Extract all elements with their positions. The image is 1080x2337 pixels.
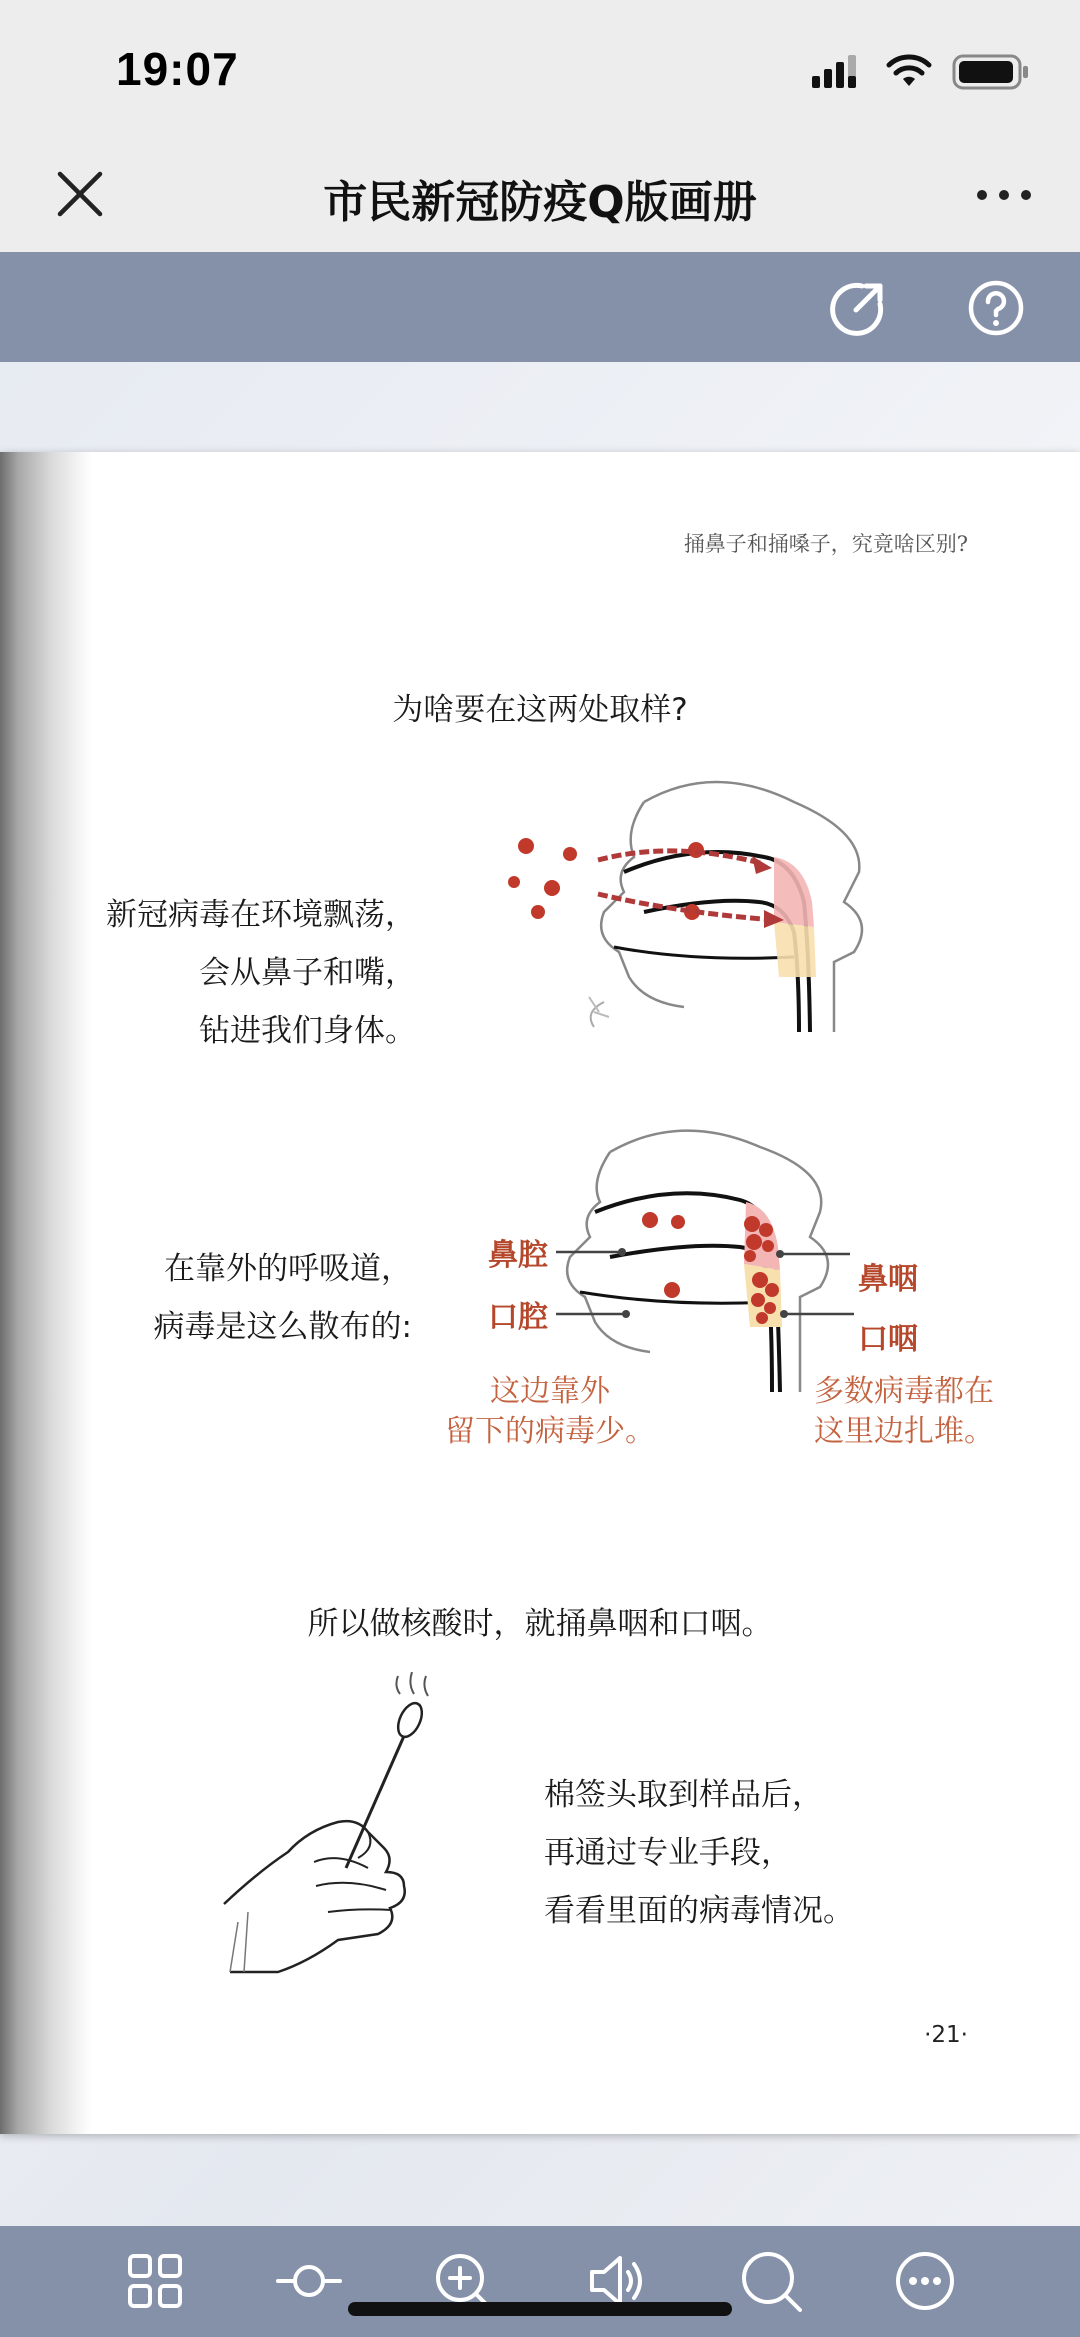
running-head: 捅鼻子和捅嗓子，究竟啥区别? [683, 532, 968, 556]
status-icons [810, 52, 1030, 92]
note-inner-most-virus [794, 1372, 1014, 1452]
note-line: 这边靠外 [490, 1374, 610, 1409]
nav-bar [0, 140, 1080, 252]
label-oral-cavity: 口腔 [488, 1300, 548, 1335]
help-icon[interactable] [966, 278, 1026, 338]
text-line: 钻进我们身体。 [199, 1013, 416, 1049]
signal-icon [810, 54, 866, 90]
battery-icon [952, 53, 1030, 91]
text-line: 新冠病毒在环境飘荡， [106, 897, 416, 933]
grid-icon[interactable] [122, 2248, 188, 2314]
pointer-lines [552, 1234, 892, 1354]
text-line: 在靠外的呼吸道， [164, 1251, 412, 1287]
note-outer-less-virus [430, 1372, 670, 1452]
note-line: 这里边扎堆。 [814, 1414, 994, 1449]
home-indicator [348, 2302, 732, 2316]
text-line: 再通过专业手段， [544, 1835, 792, 1871]
reader-toolbar [0, 252, 1080, 362]
section2-text [80, 1240, 412, 1356]
section3-text [544, 1766, 964, 1940]
virus-entry-arrows [494, 762, 894, 1042]
label-oropharynx: 口咽 [858, 1322, 918, 1357]
text-line: 病毒是这么散布的: [153, 1309, 412, 1345]
more-icon[interactable] [892, 2248, 958, 2314]
more-options-icon[interactable] [974, 180, 1034, 210]
label-nasal-cavity: 鼻腔 [488, 1238, 548, 1273]
label-nasopharynx: 鼻咽 [858, 1262, 918, 1297]
page-title: 市民新冠防疫Q版画册 [323, 177, 757, 228]
note-line: 留下的病毒少。 [445, 1414, 655, 1449]
search-icon[interactable] [738, 2248, 804, 2314]
gloved-hand-swab-illustration [218, 1672, 518, 1982]
slider-icon[interactable] [276, 2248, 342, 2314]
section1-title: 为啥要在这两处取样? [392, 692, 688, 728]
text-line: 看看里面的病毒情况。 [544, 1893, 854, 1929]
text-line: 棉签头取到样品后， [544, 1777, 823, 1813]
share-icon[interactable] [828, 278, 888, 338]
wifi-icon [886, 54, 932, 90]
status-time: 19:07 [116, 43, 239, 95]
status-bar [0, 0, 1080, 140]
text-line: 会从鼻子和嘴， [199, 955, 416, 991]
note-line: 多数病毒都在 [814, 1374, 994, 1409]
book-page[interactable] [0, 452, 1080, 2134]
section3-title: 所以做核酸时，就捅鼻咽和口咽。 [307, 1606, 773, 1642]
section1-text [80, 886, 416, 1060]
bottom-toolbar [0, 2226, 1080, 2337]
page-number: ·21· [924, 2022, 968, 2048]
